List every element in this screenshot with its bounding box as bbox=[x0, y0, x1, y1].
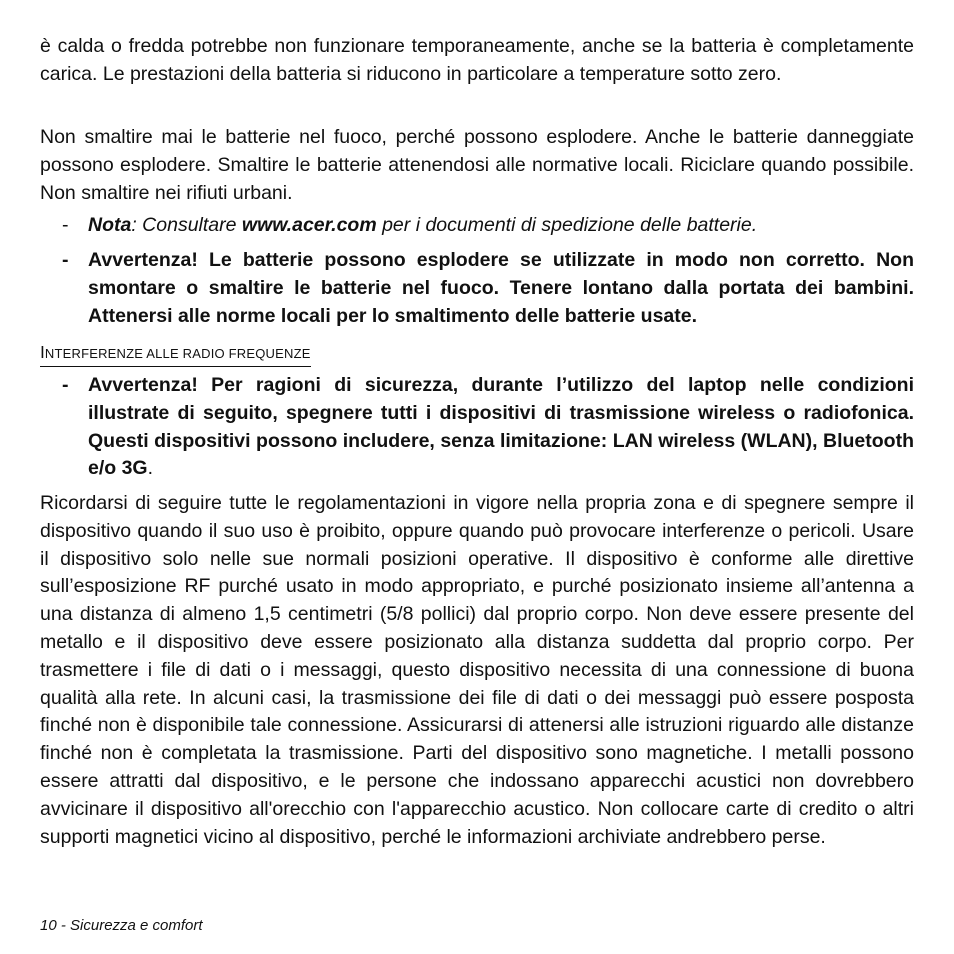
warning-radio-end: . bbox=[147, 457, 154, 480]
page-footer: 10 - Sicurezza e comfort bbox=[40, 917, 203, 934]
note-label: Nota bbox=[88, 214, 132, 236]
paragraph-battery-disposal: Non smaltire mai le batterie nel fuoco, perché possono esplodere. Anche le batterie danneggiate possono esplodere. Smaltire le batterie attenendosi alle normative locali. Riciclare quando possibile. Non smaltire nei rifiuti urbani. bbox=[40, 126, 914, 204]
bullet-dash: - bbox=[62, 249, 69, 271]
note-item bbox=[62, 212, 914, 240]
bullet-dash: - bbox=[62, 214, 69, 236]
acer-link[interactable]: www.acer.com bbox=[241, 214, 377, 236]
paragraph-battery-temperature: è calda o fredda potrebbe non funzionare temporaneamente, anche se la batteria è completamente carica. Le prestazioni della batteria si riducono in particolare a temperature sotto zero. bbox=[40, 35, 914, 85]
note-text-pre: : Consultare bbox=[131, 214, 242, 236]
bullet-dash: - bbox=[62, 374, 69, 396]
warning-battery bbox=[62, 247, 914, 330]
paragraph-rf-regulations: Ricordarsi di seguire tutte le regolamentazioni in vigore nella propria zona e di spegnere sempre il dispositivo quando il suo uso è proibito, oppure quando può provocare interferenze o pericoli. Usare il dispositivo solo nelle sue normali posizioni operative. Il dispositivo è conforme alle direttive sull’esposizione RF purché usato in modo appropriato, e purché posizionato insieme all’antenna a una distanza di almeno 1,5 centimetri (5/8 pollici) dal proprio corpo. Non deve essere presente del metallo e il dispositivo deve essere posizionato alla distanza suddetta dal proprio corpo. Per trasmettere i file di dati o i messaggi, questo dispositivo necessita di una connessione di buona qualità alla rete. In alcuni casi, la trasmissione dei file di dati o dei messaggi può essere posposta finché non è disponibile tale connessione. Assicurarsi di attenersi alle istruzioni riguardo alle distanze finché non è completata la trasmissione. Parti del dispositivo sono magnetiche. I metalli possono essere attratti dal dispositivo, e le persone che indossano apparecchi acustici non dovrebbero avvicinare il dispositivo all'orecchio con l'apparecchio acustico. Non collocare carte di credito o altri supporti magnetici vicino al dispositivo, perché le informazioni archiviate andrebbero perse. bbox=[40, 492, 914, 848]
warning-radio-text: Avvertenza! Per ragioni di sicurezza, durante l’utilizzo del laptop nelle condizioni illustrate di seguito, spegnere tutti i dispositivi di trasmissione wireless o radiofonica. Questi dispositivi possono includere, senza limitazione: LAN wireless (WLAN), Bluetooth e/o 3G bbox=[88, 374, 914, 480]
warning-radio bbox=[62, 372, 914, 483]
section-heading-radio-interference: INTERFERENZE ALLE RADIO FREQUENZE bbox=[40, 340, 311, 367]
note-text-post: per i documenti di spedizione delle batterie. bbox=[376, 214, 758, 236]
warning-battery-text: Avvertenza! Le batterie possono esplodere se utilizzate in modo non corretto. Non smontare o smaltire le batterie nel fuoco. Tenere lontano dalla portata dei bambini. Attenersi alle norme locali per lo smaltimento delle batterie usate. bbox=[88, 249, 914, 327]
